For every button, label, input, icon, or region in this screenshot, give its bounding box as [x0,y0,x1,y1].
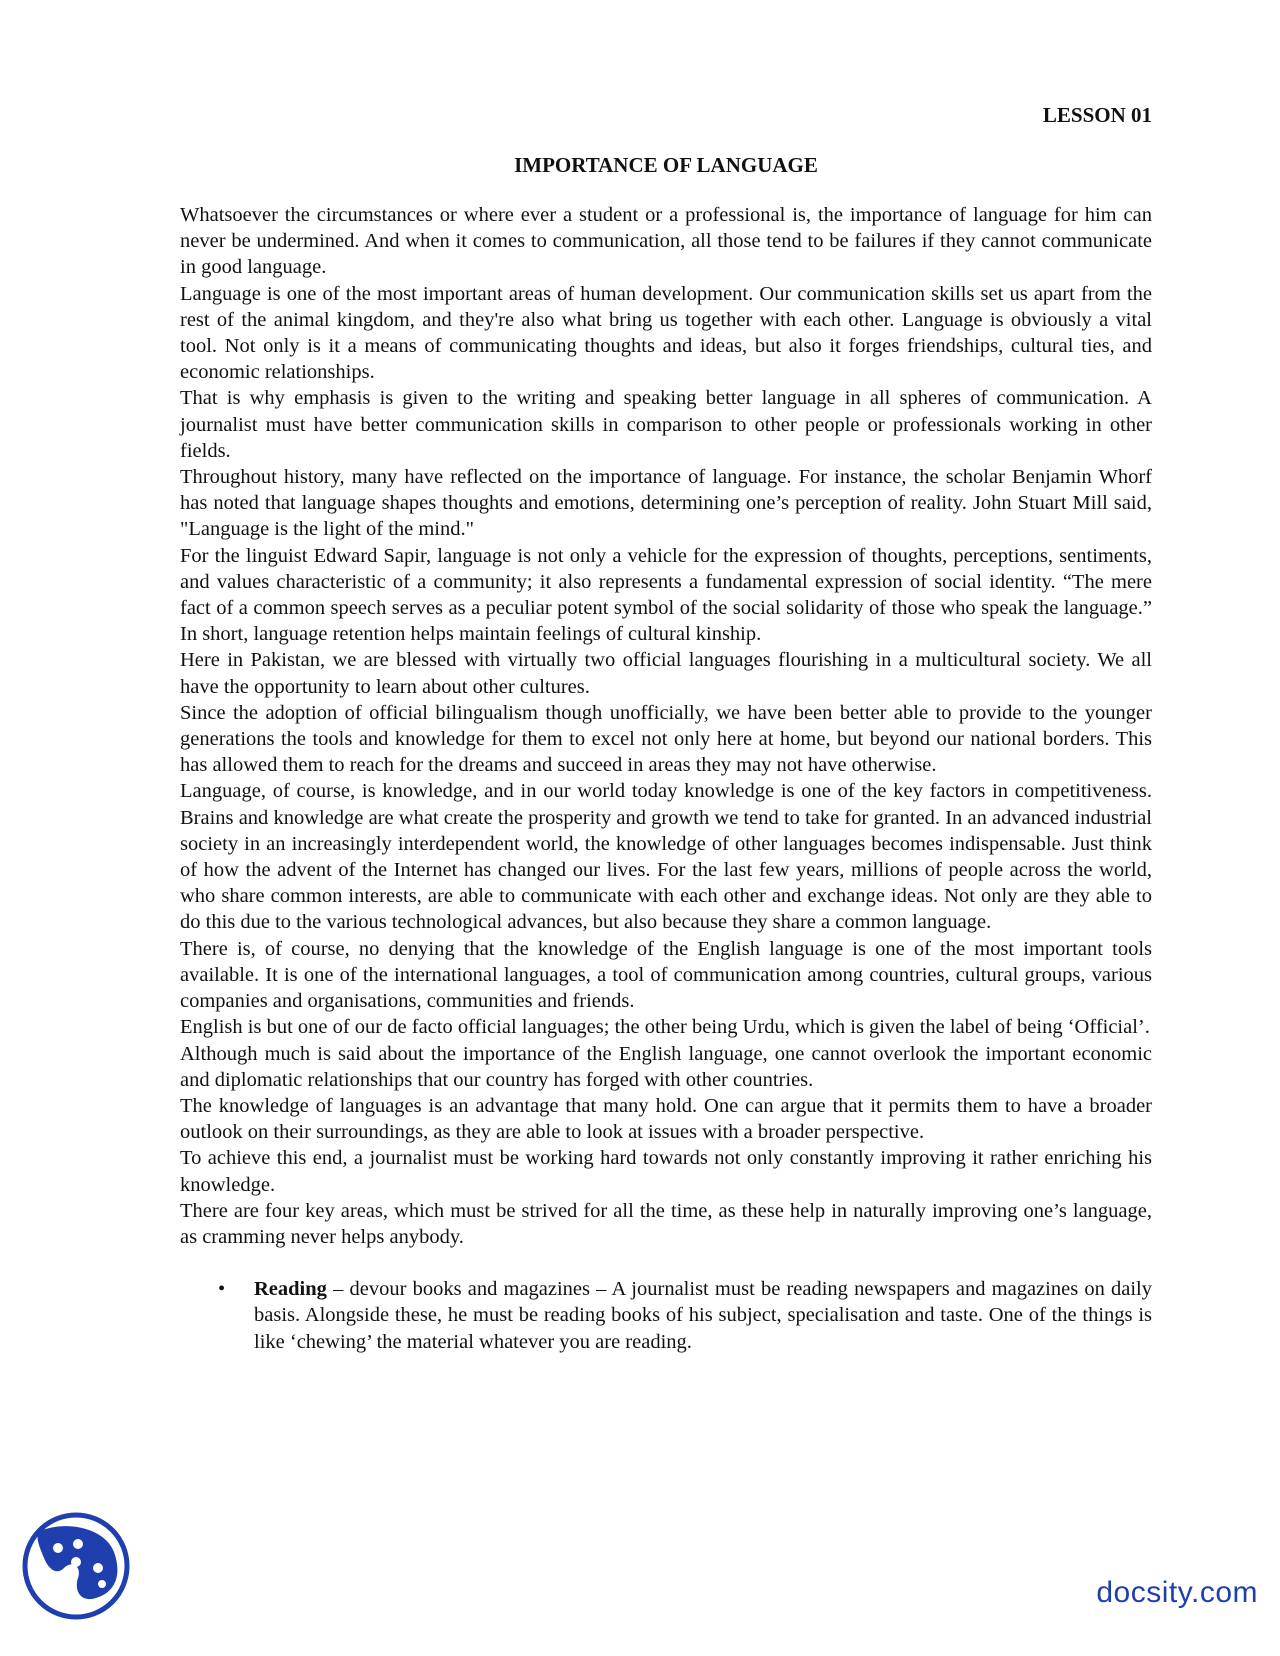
brand-watermark: docsity.com [1096,1576,1258,1609]
document-title: IMPORTANCE OF LANGUAGE [514,153,818,177]
paragraph: Whatsoever the circumstances or where ever a student or a professional is, the importance of language for him can never be undermined. And when it comes to communication, all those tend to be failures if they cannot communicate in good language. [180,204,1152,279]
paragraph: For the linguist Edward Sapir, language is not only a vehicle for the expression of thoughts, perceptions, sentiments, and values characteristic of a community; it also represents a fundamental expression of social identity. “The mere fact of a common speech serves as a peculiar potent symbol of the social solidarity of those who speak the language.” In short, language retention helps maintain feelings of cultural kinship. [180,544,1152,646]
lesson-number: LESSON 01 [1042,103,1152,127]
paragraph: There is, of course, no denying that the knowledge of the English language is one of the most important tools available. It is one of the international languages, a tool of communication among countries, cultural groups, various companies and organisations, communities and friends. [180,937,1152,1013]
paragraph: Here in Pakistan, we are blessed with virtually two official languages flourishing in a multicultural society. We all have the opportunity to learn about other cultures. [180,649,1152,698]
paragraph: Throughout history, many have reflected on the importance of language. For instance, the scholar Benjamin Whorf has noted that language shapes thoughts and emotions, determining one’s perception of reality. John Stuart Mill said, "Language is the light of the mind." [180,466,1152,541]
docsity-logo-icon [22,1512,130,1620]
bullet-term: Reading [254,1278,327,1301]
body-text [180,202,1152,1250]
paragraph: Since the adoption of official bilingualism though unofficially, we have been better able to provide to the younger generations the tools and knowledge for them to excel not only here at home, but beyond our national borders. This has allowed them to reach for the dreams and succeed in areas they may not have otherwise. [180,701,1152,777]
paragraph: Language, of course, is knowledge, and in our world today knowledge is one of the key factors in competitiveness. Brains and knowledge are what create the prosperity and growth we tend to take for granted. In an advanced industrial society in an increasingly interdependent world, the knowledge of other languages becomes indispensable. Just think of how the advent of the Internet has changed our lives. For the last few years, millions of people across the world, who share common interests, are able to communicate with each other and exchange ideas. Not only are they able to do this due to the various technological advances, but also because they share a common language. [180,780,1152,934]
bullet-marker: • [218,1278,226,1301]
paragraph: Although much is said about the importance of the English language, one cannot overlook the important economic and diplomatic relationships that our country has forged with other countries. [180,1042,1152,1091]
paragraph: Language is one of the most important areas of human development. Our communication skills set us apart from the rest of the animal kingdom, and they're also what bring us together with each other. Language is obviously a vital tool. Not only is it a means of communicating thoughts and ideas, but also it forges friendships, cultural ties, and economic relationships. [180,282,1152,384]
paragraph: That is why emphasis is given to the writing and speaking better language in all spheres of communication. A journalist must have better communication skills in comparison to other people or professionals working in other fields. [180,387,1152,462]
document-page [180,102,1152,1355]
paragraph: There are four key areas, which must be strived for all the time, as these help in naturally improving one’s language, as cramming never helps anybody. [180,1199,1152,1248]
paragraph: English is but one of our de facto official languages; the other being Urdu, which is given the label of being ‘Official’. [180,1016,1150,1039]
list-item [180,1276,1152,1355]
paragraph: To achieve this end, a journalist must be working hard towards not only constantly improving it rather enriching his knowledge. [180,1147,1152,1196]
paragraph: The knowledge of languages is an advantage that many hold. One can argue that it permits them to have a broader outlook on their surroundings, as they are able to look at issues with a broader perspective. [180,1094,1152,1144]
bullet-text: – devour books and magazines – A journalist must be reading newspapers and magazines on daily basis. Alongside these, he must be reading books of his subject, specialisation and taste. One of the things is like ‘chewing’ the material whatever you are reading. [254,1278,1152,1353]
bullet-list [180,1276,1152,1355]
